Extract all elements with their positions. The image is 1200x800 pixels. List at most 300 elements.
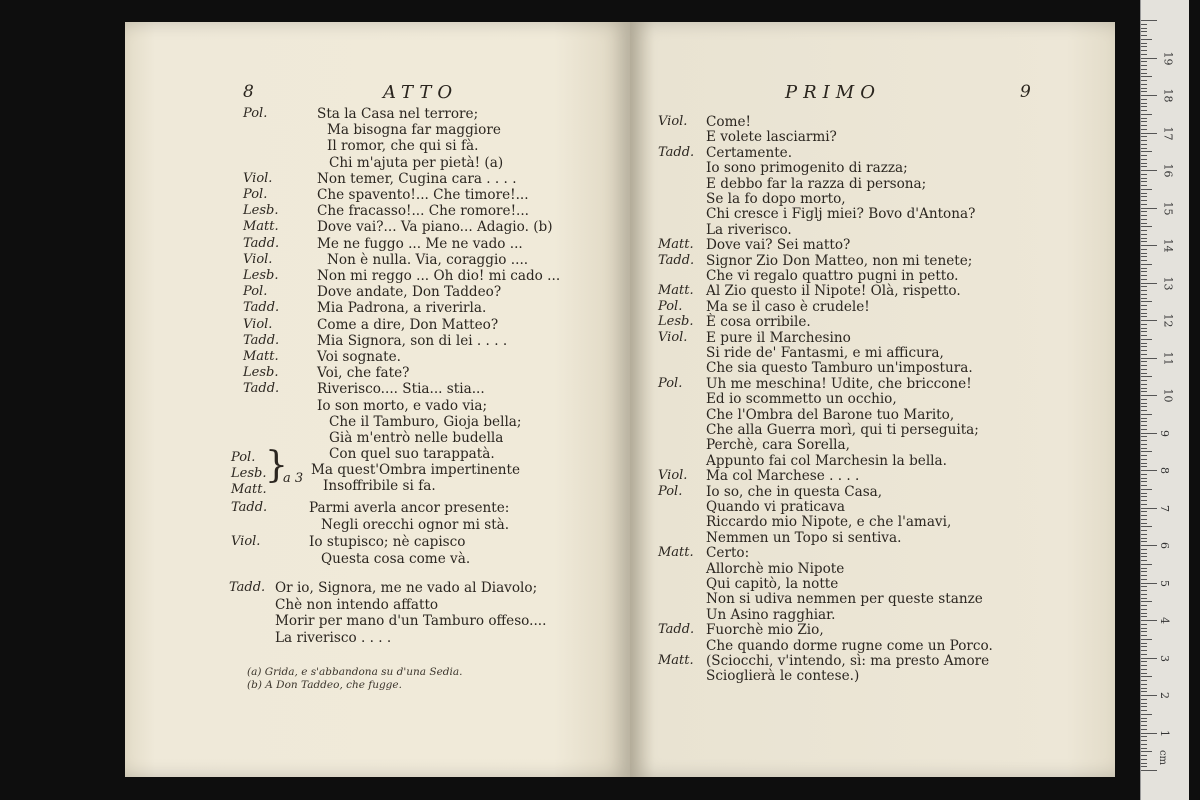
ruler-tick	[1141, 226, 1152, 227]
ruler-tick	[1141, 714, 1152, 715]
verse-line: Riccardo mio Nipote, e che l'amavi,	[706, 514, 952, 531]
ruler-tick	[1141, 725, 1147, 726]
ruler-tick	[1141, 440, 1147, 441]
verse-line: Signor Zio Don Matteo, non mi tenete;	[706, 252, 973, 269]
ruler-tick	[1141, 331, 1147, 332]
verse-line: È cosa orribile.	[706, 314, 811, 331]
speaker-label: Viol.	[243, 251, 273, 267]
left-page	[125, 22, 630, 777]
ruler-tick	[1141, 444, 1147, 445]
ruler-tick	[1141, 654, 1147, 655]
verse-line: Voi sognate.	[317, 349, 401, 365]
ruler-number: 2	[1158, 692, 1171, 699]
verse-line: Sta la Casa nel terrore;	[317, 106, 479, 122]
ruler-tick	[1141, 380, 1147, 381]
ruler-tick	[1141, 601, 1152, 602]
ruler-tick	[1141, 84, 1147, 85]
ruler-tick	[1141, 628, 1147, 629]
right-page-number: 9	[1020, 82, 1031, 102]
verse-line: La riverisco.	[706, 221, 792, 238]
ruler-tick	[1141, 136, 1147, 137]
speaker-label: Matt.	[658, 653, 694, 668]
verse-line: La riverisco . . . .	[275, 629, 392, 646]
ruler-tick	[1141, 433, 1157, 434]
ruler-tick	[1141, 763, 1147, 764]
ruler-tick	[1141, 466, 1147, 467]
ruler-tick	[1141, 744, 1147, 745]
ruler-tick	[1141, 485, 1147, 486]
ruler-tick	[1141, 740, 1147, 741]
ruler-tick	[1141, 159, 1147, 160]
verse-line: Che spavento!... Che timore!...	[317, 187, 529, 203]
verse-line: Non mi reggo ... Oh dio! mi cado ...	[317, 268, 561, 284]
verse-line: Che il Tamburo, Gioja bella;	[329, 413, 522, 430]
ruler-number: 16	[1161, 163, 1175, 178]
ruler-tick	[1141, 620, 1157, 621]
ruler-tick	[1141, 65, 1147, 66]
trio-speaker: Pol.	[231, 450, 256, 465]
ruler-tick	[1141, 320, 1157, 321]
ruler-tick	[1141, 279, 1147, 280]
verse-line: Quando vi praticava	[706, 499, 845, 515]
ruler-tick	[1141, 155, 1147, 156]
ruler-tick	[1141, 178, 1147, 179]
ruler-number: 5	[1158, 579, 1171, 587]
ruler-tick	[1141, 759, 1147, 760]
speaker-label: Pol.	[243, 106, 268, 121]
verse-line: Io son morto, e vado via;	[317, 397, 488, 414]
ruler-tick	[1141, 163, 1147, 164]
ruler-tick	[1141, 283, 1157, 284]
ruler-tick	[1141, 616, 1147, 617]
ruler-tick	[1141, 151, 1152, 152]
left-running-head: ATTO	[383, 82, 459, 103]
ruler-tick	[1141, 560, 1147, 561]
ruler-tick	[1141, 290, 1147, 291]
ruler-tick	[1141, 50, 1147, 51]
verse-line: Non temer, Cugina cara . . . .	[317, 170, 517, 187]
ruler-number: 13	[1161, 276, 1175, 290]
ruler-tick	[1141, 54, 1147, 55]
verse-line: Se la fo dopo morto,	[706, 191, 846, 207]
ruler-number: 11	[1161, 351, 1175, 365]
ruler-number: 19	[1161, 51, 1175, 65]
ruler-tick	[1141, 253, 1147, 254]
ruler-tick	[1141, 335, 1147, 336]
verse-line: Come a dire, Don Matteo?	[317, 316, 499, 333]
ruler-tick	[1141, 219, 1147, 220]
verse-line: Nemmen un Topo si sentiva.	[706, 529, 902, 546]
ruler-tick	[1141, 538, 1147, 539]
ruler-tick	[1141, 230, 1147, 231]
ruler-tick	[1141, 305, 1147, 306]
footnote-b: (b) A Don Taddeo, che fugge.	[247, 679, 402, 691]
ruler-tick	[1141, 575, 1147, 576]
verse-line: Ma se il caso è crudele!	[706, 298, 870, 315]
ruler-tick	[1141, 568, 1147, 569]
ruler-tick	[1141, 455, 1147, 456]
ruler-tick	[1141, 133, 1157, 134]
ruler-tick	[1141, 736, 1147, 737]
speaker-label: Viol.	[243, 316, 273, 332]
ruler-number: 14	[1161, 238, 1175, 253]
ruler-tick	[1141, 590, 1147, 591]
verse-line: Si ride de' Fantasmi, e mi afficura,	[706, 345, 944, 361]
ruler-tick	[1141, 470, 1157, 471]
verse-line: Or io, Signora, me ne vado al Diavolo;	[275, 580, 538, 596]
ruler-tick	[1141, 61, 1147, 62]
ruler-number: 1	[1158, 729, 1171, 737]
ruler-tick	[1141, 605, 1147, 606]
ruler-tick	[1141, 571, 1147, 572]
ruler-tick	[1141, 410, 1147, 411]
ruler-tick	[1141, 553, 1147, 554]
speaker-label: Tadd.	[229, 580, 266, 595]
ruler-tick	[1141, 148, 1147, 149]
measurement-ruler	[1140, 0, 1189, 800]
verse-line: Chè non intendo affatto	[275, 596, 439, 613]
speaker-label: Pol.	[658, 483, 683, 499]
ruler-number: 7	[1158, 504, 1171, 512]
ruler-tick	[1141, 635, 1147, 636]
ruler-tick	[1141, 196, 1147, 197]
ruler-tick	[1141, 174, 1147, 175]
ruler-tick	[1141, 144, 1147, 145]
ruler-tick	[1141, 564, 1152, 565]
ruler-tick	[1141, 268, 1147, 269]
ruler-tick	[1141, 249, 1147, 250]
trio-brace: }	[265, 445, 288, 486]
verse-line: Ma col Marchese . . . .	[706, 468, 860, 485]
verse-line: Chi m'ajuta per pietà! (a)	[329, 154, 504, 171]
verse-line: Qui capitò, la notte	[706, 576, 839, 592]
ruler-tick	[1141, 421, 1147, 422]
ruler-tick	[1141, 661, 1147, 662]
verse-line: Dove vai?... Va piano... Adagio. (b)	[317, 219, 553, 236]
ruler-number: 10	[1161, 388, 1175, 403]
verse-line: Insoffribile si fa.	[323, 478, 436, 494]
ruler-tick	[1141, 583, 1157, 584]
ruler-tick	[1141, 463, 1147, 464]
ruler-tick	[1141, 286, 1147, 287]
ruler-tick	[1141, 20, 1157, 21]
ruler-tick	[1141, 80, 1147, 81]
verse-line: Come!	[706, 114, 751, 130]
ruler-tick	[1141, 706, 1147, 707]
ruler-tick	[1141, 129, 1147, 130]
ruler-tick	[1141, 624, 1147, 625]
ruler-tick	[1141, 493, 1147, 494]
speaker-label: Viol.	[658, 468, 688, 484]
ruler-tick	[1141, 73, 1147, 74]
verse-line: Certo:	[706, 545, 750, 562]
ruler-tick	[1141, 384, 1147, 385]
verse-line: Ed io scommetto un occhio,	[706, 391, 897, 408]
verse-line: Io so, che in questa Casa,	[706, 483, 883, 500]
ruler-tick	[1141, 91, 1147, 92]
ruler-tick	[1141, 414, 1152, 415]
ruler-tick	[1141, 699, 1147, 700]
trio-label: a 3	[283, 471, 304, 486]
ruler-number: 3	[1158, 654, 1171, 662]
verse-line: Voi, che fate?	[317, 365, 410, 382]
verse-line: Negli orecchi ognor mi stà.	[321, 517, 510, 533]
ruler-tick	[1141, 646, 1147, 647]
ruler-tick	[1141, 346, 1147, 347]
ruler-tick	[1141, 301, 1152, 302]
ruler-tick	[1141, 204, 1147, 205]
ruler-tick	[1141, 99, 1147, 100]
ruler-tick	[1141, 35, 1147, 36]
speaker-label: Lesb.	[243, 365, 279, 381]
ruler-tick	[1141, 511, 1147, 512]
ruler-tick	[1141, 676, 1152, 677]
speaker-label: Viol.	[658, 329, 688, 345]
verse-line: Non si udiva nemmen per queste stanze	[706, 591, 983, 608]
ruler-tick	[1141, 519, 1147, 520]
ruler-tick	[1141, 598, 1147, 599]
ruler-tick	[1141, 170, 1157, 171]
ruler-number: 17	[1161, 126, 1175, 140]
ruler-tick	[1141, 234, 1147, 235]
verse-line: Mia Padrona, a riverirla.	[317, 300, 487, 317]
verse-line: Un Asino ragghiar.	[706, 606, 836, 623]
verse-line: E volete lasciarmi?	[706, 129, 837, 146]
ruler-tick	[1141, 166, 1147, 167]
speaker-label: Matt.	[658, 283, 694, 299]
ruler-tick	[1141, 365, 1147, 366]
ruler-tick	[1141, 766, 1147, 767]
ruler-tick	[1141, 185, 1147, 186]
verse-line: Uh me meschina! Udite, che briccone!	[706, 375, 972, 392]
left-page-number: 8	[243, 82, 254, 102]
ruler-tick	[1141, 88, 1147, 89]
verse-line: Allorchè mio Nipote	[706, 560, 845, 577]
speaker-label: Viol.	[231, 534, 261, 549]
ruler-tick	[1141, 530, 1147, 531]
ruler-tick	[1141, 579, 1147, 580]
ruler-tick	[1141, 114, 1152, 115]
ruler-tick	[1141, 358, 1157, 359]
ruler-tick	[1141, 121, 1147, 122]
ruler-tick	[1141, 474, 1147, 475]
ruler-number: 6	[1158, 542, 1171, 549]
ruler-tick	[1141, 271, 1147, 272]
ruler-tick	[1141, 395, 1157, 396]
ruler-tick	[1141, 391, 1147, 392]
ruler-tick	[1141, 76, 1152, 77]
ruler-tick	[1141, 298, 1147, 299]
ruler-tick	[1141, 478, 1147, 479]
verse-line: Che alla Guerra morì, qui ti perseguita;	[706, 422, 979, 438]
ruler-tick	[1141, 43, 1147, 44]
ruler-tick	[1141, 549, 1147, 550]
verse-line: Chi cresce i Figlj miei? Bovo d'Antona?	[706, 206, 976, 223]
verse-line: Con quel suo tarappatà.	[329, 446, 495, 463]
verse-line: Perchè, cara Sorella,	[706, 437, 850, 454]
ruler-tick	[1141, 69, 1147, 70]
ruler-tick	[1141, 328, 1147, 329]
ruler-tick	[1141, 541, 1147, 542]
ruler-tick	[1141, 313, 1147, 314]
ruler-tick	[1141, 665, 1147, 666]
ruler-tick	[1141, 609, 1147, 610]
ruler-tick	[1141, 376, 1152, 377]
verse-line: Me ne fuggo ... Me ne vado ...	[317, 235, 523, 252]
verse-line: Io stupisco; nè capisco	[309, 534, 466, 550]
speaker-label: Tadd.	[243, 381, 280, 397]
speaker-label: Matt.	[243, 219, 279, 235]
speaker-label: Pol.	[658, 375, 683, 391]
right-running-head: PRIMO	[785, 82, 881, 103]
ruler-tick	[1141, 275, 1147, 276]
ruler-tick	[1141, 733, 1157, 734]
trio-speaker: Matt.	[231, 482, 267, 497]
ruler-tick	[1141, 24, 1147, 25]
verse-line: (Sciocchi, v'intendo, sì: ma presto Amore	[706, 653, 990, 669]
ruler-tick	[1141, 770, 1157, 771]
ruler-tick	[1141, 189, 1152, 190]
ruler-number: 18	[1161, 88, 1175, 103]
ruler-tick	[1141, 316, 1147, 317]
ruler-tick	[1141, 504, 1147, 505]
ruler-tick	[1141, 703, 1147, 704]
speaker-label: Pol.	[243, 187, 268, 202]
speaker-label: Pol.	[243, 284, 268, 300]
verse-line: Questa cosa come và.	[321, 551, 471, 567]
ruler-tick	[1141, 515, 1147, 516]
ruler-tick	[1141, 429, 1147, 430]
ruler-tick	[1141, 489, 1152, 490]
ruler-tick	[1141, 729, 1147, 730]
verse-line: Dove vai? Sei matto?	[706, 237, 851, 254]
verse-line: Che sia questo Tamburo un'impostura.	[706, 360, 973, 377]
ruler-tick	[1141, 500, 1147, 501]
verse-line: Mia Signora, son di lei . . . .	[317, 332, 508, 349]
ruler-tick	[1141, 691, 1147, 692]
ruler-tick	[1141, 631, 1147, 632]
verse-line: Io sono primogenito di razza;	[706, 160, 908, 177]
ruler-tick	[1141, 680, 1147, 681]
speaker-label: Pol.	[658, 298, 683, 314]
ruler-tick	[1141, 58, 1157, 59]
ruler-tick	[1141, 260, 1147, 261]
ruler-tick	[1141, 425, 1147, 426]
ruler-tick	[1141, 211, 1147, 212]
ruler-number: 4	[1158, 617, 1171, 624]
speaker-label: Tadd.	[231, 500, 268, 515]
ruler-tick	[1141, 586, 1147, 587]
ruler-tick	[1141, 241, 1147, 242]
ruler-tick	[1141, 388, 1147, 389]
ruler-tick	[1141, 721, 1147, 722]
ruler-tick	[1141, 448, 1147, 449]
ruler-tick	[1141, 406, 1147, 407]
trio-speaker: Lesb.	[231, 466, 267, 481]
speaker-label: Matt.	[658, 545, 694, 561]
speaker-label: Viol.	[658, 114, 688, 129]
verse-line: Certamente.	[706, 144, 793, 161]
ruler-tick	[1141, 110, 1147, 111]
verse-line: Ma quest'Ombra impertinente	[311, 462, 521, 478]
ruler-tick	[1141, 718, 1147, 719]
ruler-tick	[1141, 106, 1147, 107]
speaker-label: Viol.	[243, 170, 273, 186]
open-book	[125, 22, 1115, 777]
ruler-tick	[1141, 350, 1147, 351]
speaker-label: Matt.	[243, 349, 279, 364]
ruler-number: 9	[1158, 429, 1171, 437]
ruler-tick	[1141, 403, 1147, 404]
right-page	[630, 22, 1115, 777]
ruler-tick	[1141, 688, 1147, 689]
ruler-tick	[1141, 208, 1157, 209]
ruler-tick	[1141, 496, 1147, 497]
ruler-tick	[1141, 215, 1147, 216]
ruler-number: 12	[1161, 313, 1175, 328]
ruler-tick	[1141, 95, 1157, 96]
ruler-tick	[1141, 643, 1147, 644]
ruler-tick	[1141, 436, 1147, 437]
ruler-tick	[1141, 523, 1147, 524]
ruler-tick	[1141, 673, 1147, 674]
ruler-tick	[1141, 118, 1147, 119]
verse-line: Ma bisogna far maggiore	[327, 122, 501, 139]
ruler-number: 15	[1161, 201, 1175, 215]
ruler-tick	[1141, 200, 1147, 201]
ruler-tick	[1141, 418, 1147, 419]
ruler-tick	[1141, 459, 1147, 460]
ruler-tick	[1141, 695, 1157, 696]
ruler-tick	[1141, 31, 1147, 32]
ruler-tick	[1141, 238, 1147, 239]
ruler-tick	[1141, 508, 1157, 509]
ruler-tick	[1141, 294, 1147, 295]
ruler-tick	[1141, 369, 1147, 370]
ruler-tick	[1141, 669, 1147, 670]
ruler-tick	[1141, 125, 1147, 126]
ruler-tick	[1141, 399, 1147, 400]
ruler-tick	[1141, 343, 1147, 344]
ruler-tick	[1141, 755, 1147, 756]
verse-line: Che vi regalo quattro pugni in petto.	[706, 268, 959, 284]
ruler-tick	[1141, 339, 1152, 340]
ruler-tick	[1141, 193, 1147, 194]
ruler-tick	[1141, 751, 1152, 752]
ruler-tick	[1141, 545, 1157, 546]
ruler-tick	[1141, 526, 1152, 527]
ruler-tick	[1141, 451, 1152, 452]
ruler-tick	[1141, 639, 1152, 640]
verse-line: Il romor, che qui si fà.	[327, 138, 479, 155]
speaker-label: Tadd.	[658, 622, 695, 638]
ruler-tick	[1141, 181, 1147, 182]
verse-line: Che l'Ombra del Barone tuo Marito,	[706, 406, 955, 423]
speaker-label: Lesb.	[243, 203, 279, 219]
ruler-tick	[1141, 46, 1147, 47]
verse-line: Parmi averla ancor presente:	[309, 500, 510, 516]
verse-line: Dove andate, Don Taddeo?	[317, 284, 502, 301]
ruler-tick	[1141, 264, 1152, 265]
footnote-a: (a) Grida, e s'abbandona su d'una Sedia.	[247, 666, 463, 678]
speaker-label: Matt.	[658, 237, 694, 253]
ruler-tick	[1141, 650, 1147, 651]
ruler-tick	[1141, 710, 1147, 711]
ruler-tick	[1141, 309, 1147, 310]
verse-line: Già m'entrò nelle budella	[329, 430, 504, 446]
ruler-tick	[1141, 748, 1147, 749]
ruler-tick	[1141, 223, 1147, 224]
